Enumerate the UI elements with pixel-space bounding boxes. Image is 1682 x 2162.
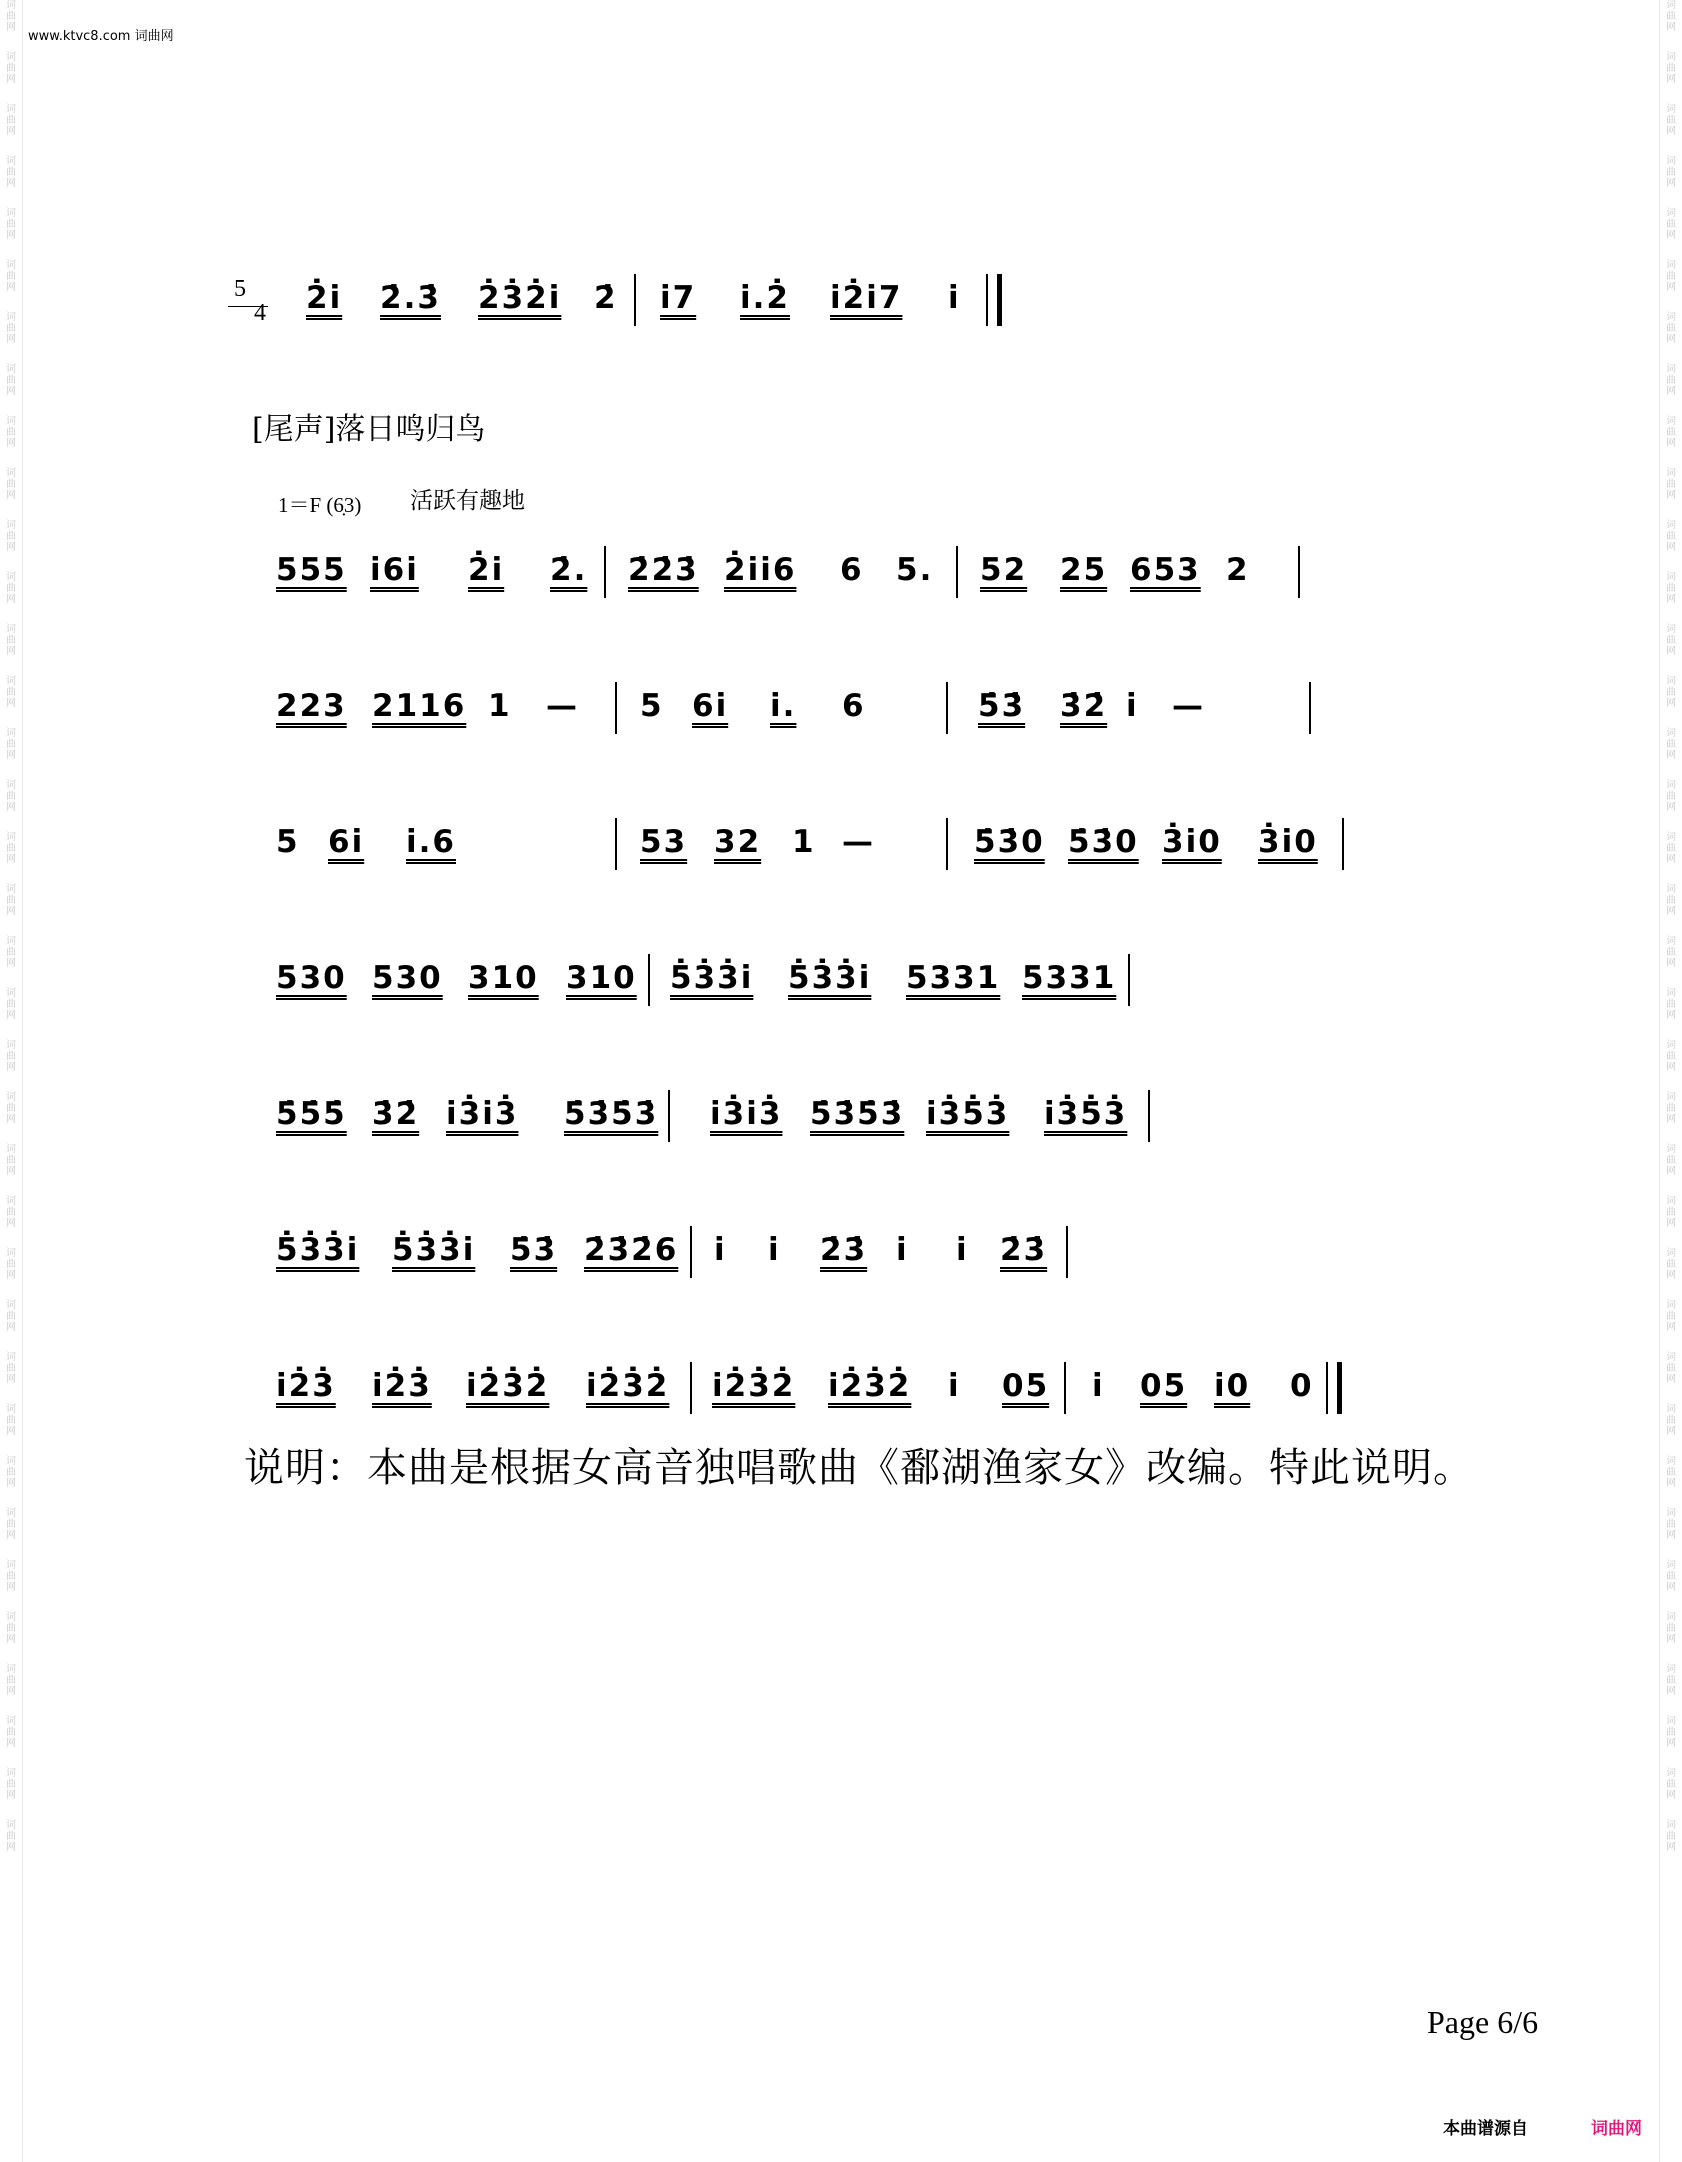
score-row bbox=[0, 1358, 1682, 1418]
note-group: 2̇2̇3̇ bbox=[628, 552, 699, 588]
note-group: i̇7 bbox=[660, 280, 697, 316]
watermark-glyph: 词 曲 网 bbox=[6, 936, 16, 969]
watermark-glyph: 词 曲 网 bbox=[1666, 1508, 1676, 1541]
watermark-glyph: 词 曲 网 bbox=[6, 156, 16, 189]
note-group: i̇2̇3̇2̇ bbox=[466, 1368, 550, 1404]
note-group: i̇2̇3̇ bbox=[372, 1368, 432, 1404]
time-signature-denominator: 4 bbox=[254, 300, 266, 326]
note-group: 555 bbox=[276, 552, 347, 588]
final-barline bbox=[986, 274, 1002, 326]
watermark-glyph: 词 曲 网 bbox=[1666, 364, 1676, 397]
watermark-glyph: 词 曲 网 bbox=[1666, 1560, 1676, 1593]
note-group: 05 bbox=[1140, 1368, 1188, 1404]
site-header[interactable]: www.ktvc8.com 词曲网 bbox=[28, 29, 174, 44]
note-group: 6i̇ bbox=[328, 824, 365, 860]
score-row bbox=[0, 270, 1682, 330]
note-group: i̇. bbox=[770, 688, 797, 724]
barline bbox=[946, 682, 948, 734]
barline bbox=[604, 546, 606, 598]
watermark-glyph: 词 曲 网 bbox=[1666, 312, 1676, 345]
note-group: i̇ bbox=[1126, 688, 1139, 724]
score-row bbox=[0, 542, 1682, 602]
watermark-glyph: 词 曲 网 bbox=[1666, 260, 1676, 293]
note-group: — bbox=[842, 824, 875, 860]
score-row bbox=[0, 678, 1682, 738]
note-group: 5̇3̇5̇3̇ bbox=[810, 1096, 905, 1132]
note-group: i̇2̇3̇ bbox=[276, 1368, 336, 1404]
watermark-glyph: 词 曲 网 bbox=[6, 1612, 16, 1645]
watermark-glyph: 词 曲 网 bbox=[6, 520, 16, 553]
note-group: i̇ bbox=[896, 1232, 909, 1268]
watermark-glyph: 词 曲 网 bbox=[1666, 468, 1676, 501]
note-group: 2̇ bbox=[594, 280, 618, 316]
watermark-glyph: 词 曲 网 bbox=[1666, 624, 1676, 657]
barline bbox=[690, 1362, 692, 1414]
watermark-glyph: 词 曲 网 bbox=[6, 260, 16, 293]
watermark-glyph: 词 曲 网 bbox=[6, 832, 16, 865]
barline bbox=[668, 1090, 670, 1142]
note-group: 2̇. bbox=[550, 552, 588, 588]
watermark-glyph: 词 曲 网 bbox=[1666, 988, 1676, 1021]
note-group: i̇2̇3̇2̇ bbox=[828, 1368, 912, 1404]
note-group: 2̇i̇ bbox=[468, 552, 505, 588]
barline bbox=[690, 1226, 692, 1278]
note-group: 310 bbox=[468, 960, 539, 996]
note-group: i̇2̇i̇7 bbox=[830, 280, 903, 316]
note-group: i̇0 bbox=[1214, 1368, 1251, 1404]
key-signature: 1＝F (6̣3) bbox=[278, 493, 362, 517]
note-group: i̇6i̇ bbox=[370, 552, 419, 588]
barline bbox=[1298, 546, 1300, 598]
note-group: i̇ bbox=[1092, 1368, 1105, 1404]
note-group: 5331 bbox=[1022, 960, 1117, 996]
note-group: 53 bbox=[640, 824, 688, 860]
watermark-glyph: 词 曲 网 bbox=[1666, 936, 1676, 969]
watermark-glyph: 词 曲 网 bbox=[1666, 1300, 1676, 1333]
barline bbox=[1066, 1226, 1068, 1278]
watermark-glyph: 词 曲 网 bbox=[6, 1092, 16, 1125]
note-group: 1 bbox=[488, 688, 512, 724]
note-group: i̇3̇i̇3̇ bbox=[446, 1096, 519, 1132]
note-group: 2̇i̇i̇6 bbox=[724, 552, 797, 588]
watermark-glyph: 词 曲 网 bbox=[6, 364, 16, 397]
barline bbox=[615, 818, 617, 870]
note-group: 5̇3̇5̇3̇ bbox=[564, 1096, 659, 1132]
watermark-glyph: 词 曲 网 bbox=[1666, 0, 1676, 33]
barline bbox=[946, 818, 948, 870]
note-group: 2̇3̇ bbox=[820, 1232, 868, 1268]
watermark-glyph: 词 曲 网 bbox=[6, 1664, 16, 1697]
note-group: 2116 bbox=[372, 688, 467, 724]
watermark-glyph: 词 曲 网 bbox=[6, 572, 16, 605]
watermark-glyph: 词 曲 网 bbox=[1666, 104, 1676, 137]
section-heading: [尾声]落日鸣归鸟 bbox=[252, 412, 486, 447]
watermark-glyph: 词 曲 网 bbox=[1666, 832, 1676, 865]
page-number: Page 6/6 bbox=[1427, 2004, 1539, 2040]
watermark-glyph: 词 曲 网 bbox=[6, 676, 16, 709]
watermark-glyph: 词 曲 网 bbox=[1666, 156, 1676, 189]
note-group: 5̇3̇ bbox=[510, 1232, 558, 1268]
watermark-glyph: 词 曲 网 bbox=[1666, 520, 1676, 553]
note-group: i̇ bbox=[948, 280, 961, 316]
watermark-glyph: 词 曲 网 bbox=[1666, 208, 1676, 241]
note-group: 1 bbox=[792, 824, 816, 860]
watermark-glyph: 词 曲 网 bbox=[1666, 1820, 1676, 1853]
watermark-glyph: 词 曲 网 bbox=[6, 1456, 16, 1489]
note-group: 653 bbox=[1130, 552, 1201, 588]
note-group: i̇.6 bbox=[406, 824, 456, 860]
note-group: i̇ bbox=[714, 1232, 727, 1268]
watermark-glyph: 词 曲 网 bbox=[6, 884, 16, 917]
note-group: 2̇i̇ bbox=[306, 280, 343, 316]
note-group: 3̇i̇0 bbox=[1258, 824, 1318, 860]
watermark-glyph: 词 曲 网 bbox=[1666, 1768, 1676, 1801]
barline bbox=[634, 274, 636, 326]
note-group: 3̇2̇ bbox=[1060, 688, 1108, 724]
barline bbox=[1309, 682, 1311, 734]
watermark-glyph: 词 曲 网 bbox=[1666, 884, 1676, 917]
note-group: 3̇2̇ bbox=[372, 1096, 420, 1132]
watermark-glyph: 词 曲 网 bbox=[6, 0, 16, 33]
watermark-glyph: 词 曲 网 bbox=[6, 52, 16, 85]
watermark-glyph: 词 曲 网 bbox=[1666, 1092, 1676, 1125]
note-group: i̇2̇3̇2̇ bbox=[586, 1368, 670, 1404]
note-group: 5331 bbox=[906, 960, 1001, 996]
note-group: i̇3̇5̇3̇ bbox=[1044, 1096, 1128, 1132]
note-group: 52 bbox=[980, 552, 1028, 588]
note-group: 5̇5̇5̇ bbox=[276, 1096, 347, 1132]
barline bbox=[648, 954, 650, 1006]
note-group: i̇ bbox=[948, 1368, 961, 1404]
note-group: 5̇3̇3̇i̇ bbox=[788, 960, 872, 996]
note-group: — bbox=[1172, 688, 1205, 724]
note-group: 3̇i̇0 bbox=[1162, 824, 1222, 860]
watermark-glyph: 词 曲 网 bbox=[6, 988, 16, 1021]
note-group: 5. bbox=[896, 552, 934, 588]
watermark-glyph: 词 曲 网 bbox=[6, 416, 16, 449]
watermark-glyph: 词 曲 网 bbox=[1666, 1664, 1676, 1697]
note-group: 5̇3̇3̇i̇ bbox=[670, 960, 754, 996]
note-group: 25 bbox=[1060, 552, 1108, 588]
note-group: 2̇.3̇ bbox=[380, 280, 441, 316]
note-group: 223 bbox=[276, 688, 347, 724]
watermark-glyph: 词 曲 网 bbox=[6, 1820, 16, 1853]
footer-brand-link[interactable]: 词曲网 bbox=[1591, 2119, 1642, 2139]
watermark-glyph: 词 曲 网 bbox=[1666, 416, 1676, 449]
score-row bbox=[0, 1222, 1682, 1282]
watermark-glyph: 词 曲 网 bbox=[6, 728, 16, 761]
watermark-glyph: 词 曲 网 bbox=[6, 1716, 16, 1749]
watermark-glyph: 词 曲 网 bbox=[1666, 1716, 1676, 1749]
watermark-glyph: 词 曲 网 bbox=[1666, 1404, 1676, 1437]
barline bbox=[1148, 1090, 1150, 1142]
watermark-glyph: 词 曲 网 bbox=[6, 1560, 16, 1593]
watermark-glyph: 词 曲 网 bbox=[1666, 1196, 1676, 1229]
watermark-glyph: 词 曲 网 bbox=[6, 208, 16, 241]
note-group: 2 bbox=[1226, 552, 1250, 588]
score-row bbox=[0, 1086, 1682, 1146]
watermark-glyph: 词 曲 网 bbox=[6, 1352, 16, 1385]
final-barline bbox=[1326, 1362, 1342, 1414]
note-group: 5̇3̇0 bbox=[1068, 824, 1139, 860]
note-group: 5 bbox=[276, 824, 300, 860]
note-group: i̇3̇5̇3̇ bbox=[926, 1096, 1010, 1132]
explanation-note: 说明：本曲是根据女高音独唱歌曲《鄱湖渔家女》改编。特此说明。 bbox=[244, 1445, 1474, 1491]
watermark-glyph: 词 曲 网 bbox=[1666, 728, 1676, 761]
note-group: 0 bbox=[1290, 1368, 1314, 1404]
watermark-glyph: 词 曲 网 bbox=[1666, 1352, 1676, 1385]
watermark-glyph: 词 曲 网 bbox=[6, 1404, 16, 1437]
note-group: 5̇3̇ bbox=[978, 688, 1026, 724]
watermark-glyph: 词 曲 网 bbox=[6, 1248, 16, 1281]
watermark-glyph: 词 曲 网 bbox=[6, 1768, 16, 1801]
watermark-glyph: 词 曲 网 bbox=[1666, 1248, 1676, 1281]
watermark-glyph: 词 曲 网 bbox=[6, 1040, 16, 1073]
note-group: i̇2̇3̇2̇ bbox=[712, 1368, 796, 1404]
note-group: 6 bbox=[842, 688, 866, 724]
watermark-glyph: 词 曲 网 bbox=[1666, 780, 1676, 813]
barline bbox=[956, 546, 958, 598]
note-group: 310 bbox=[566, 960, 637, 996]
watermark-glyph: 词 曲 网 bbox=[1666, 1456, 1676, 1489]
note-group: — bbox=[546, 688, 579, 724]
note-group: 5 bbox=[640, 688, 664, 724]
barline bbox=[1064, 1362, 1066, 1414]
score-row bbox=[0, 814, 1682, 874]
tempo-marking: 活跃有趣地 bbox=[410, 488, 525, 514]
note-group: 6 bbox=[840, 552, 864, 588]
watermark-glyph: 词 曲 网 bbox=[1666, 52, 1676, 85]
footer-source-label: 本曲谱源自 bbox=[1443, 2119, 1528, 2139]
note-group: 2̇3̇2̇6 bbox=[584, 1232, 679, 1268]
watermark-glyph: 词 曲 网 bbox=[6, 1300, 16, 1333]
note-group: 530 bbox=[372, 960, 443, 996]
note-group: 32 bbox=[714, 824, 762, 860]
watermark-glyph: 词 曲 网 bbox=[6, 624, 16, 657]
watermark-glyph: 词 曲 网 bbox=[6, 1508, 16, 1541]
watermark-glyph: 词 曲 网 bbox=[1666, 572, 1676, 605]
note-group: 530 bbox=[276, 960, 347, 996]
note-group: 6i̇ bbox=[692, 688, 729, 724]
note-group: 2̇3̇2̇i̇ bbox=[478, 280, 562, 316]
note-group: 05 bbox=[1002, 1368, 1050, 1404]
watermark-glyph: 词 曲 网 bbox=[6, 468, 16, 501]
watermark-glyph: 词 曲 网 bbox=[1666, 676, 1676, 709]
note-group: 2̇3̇ bbox=[1000, 1232, 1048, 1268]
watermark-glyph: 词 曲 网 bbox=[1666, 1040, 1676, 1073]
score-row bbox=[0, 950, 1682, 1010]
watermark-glyph: 词 曲 网 bbox=[6, 1196, 16, 1229]
note-group: 5̇3̇3̇i̇ bbox=[276, 1232, 360, 1268]
note-group: 5̇3̇3̇i̇ bbox=[392, 1232, 476, 1268]
watermark-glyph: 词 曲 网 bbox=[6, 312, 16, 345]
watermark-glyph: 词 曲 网 bbox=[1666, 1612, 1676, 1645]
barline bbox=[1128, 954, 1130, 1006]
watermark-glyph: 词 曲 网 bbox=[6, 104, 16, 137]
note-group: i̇ bbox=[956, 1232, 969, 1268]
barline bbox=[1342, 818, 1344, 870]
time-signature-numerator: 5 bbox=[234, 276, 246, 302]
barline bbox=[615, 682, 617, 734]
note-group: i̇.2̇ bbox=[740, 280, 790, 316]
watermark-glyph: 词 曲 网 bbox=[6, 780, 16, 813]
note-group: 5̇3̇0 bbox=[974, 824, 1045, 860]
watermark-glyph: 词 曲 网 bbox=[6, 1144, 16, 1177]
note-group: i̇3̇i̇3̇ bbox=[710, 1096, 783, 1132]
note-group: i̇ bbox=[768, 1232, 781, 1268]
watermark-glyph: 词 曲 网 bbox=[1666, 1144, 1676, 1177]
